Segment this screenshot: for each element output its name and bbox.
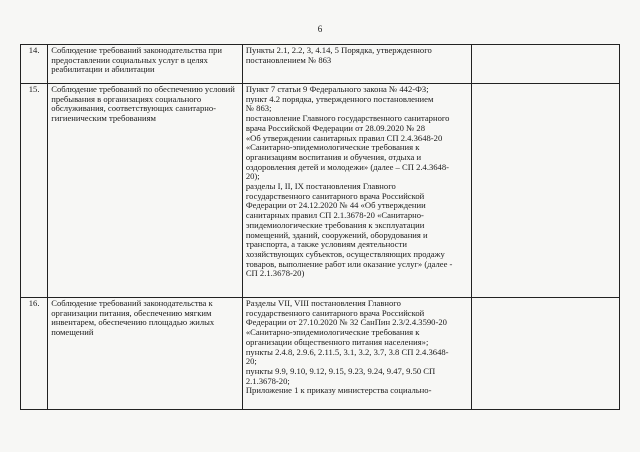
basis-line: государственного санитарного врача Российской <box>245 308 425 318</box>
requirement-cell: Соблюдение требований законодательства к организации питания, обеспечению мягким инвентарем, обеспечению площадью жилых помещений <box>48 298 243 410</box>
basis-line: государственного санитарного врача Российской <box>245 191 425 201</box>
basis-line: «Об утверждении санитарных правил СП 2.4.3648-20 <box>245 133 443 143</box>
basis-line: «Санитарно-эпидемиологические требования к <box>245 328 420 338</box>
basis-line: хозяйствующих субъектов, осуществляющих продажу <box>245 249 445 259</box>
requirement-cell: Соблюдение требований по обеспечению условий пребывания в организациях социального обслуживания, соответствующих санитарно-гигиеническим требованиям <box>48 84 243 298</box>
basis-line: организации общественного питания населения»; <box>245 337 429 347</box>
legal-basis-cell <box>242 45 471 84</box>
empty-cell <box>471 84 619 298</box>
basis-line: постановлением № 863 <box>245 55 332 65</box>
table-row <box>21 298 620 410</box>
basis-line: эпидемиологические требования к эксплуатации <box>245 220 425 230</box>
basis-line: Приложение 1 к приказу министерства социально- <box>245 386 432 396</box>
row-number: 14. <box>21 45 48 84</box>
basis-line: Пункты 2.1, 2.2, 3, 4.14, 5 Порядка, утвержденного <box>245 46 432 55</box>
legal-basis-cell <box>242 298 471 410</box>
basis-line: Федерации от 27.10.2020 № 32 СанПин 2.3/2.4.3590-20 <box>245 318 447 328</box>
basis-line: санитарных правил СП 2.1.3678-20 «Санитарно- <box>245 211 424 221</box>
legal-basis-cell <box>242 84 471 298</box>
table-row <box>21 45 620 84</box>
basis-line: пункты 2.4.8, 2.9.6, 2.11.5, 3.1, 3.2, 3.7, 3.8 СП 2.4.3648- <box>245 347 449 357</box>
basis-line: «Санитарно-эпидемиологические требования к <box>245 143 420 153</box>
basis-line: врача Российской Федерации от 28.09.2020 № 28 <box>245 123 426 133</box>
basis-line: Пункт 7 статьи 9 Федерального закона № 442-ФЗ; <box>245 85 429 94</box>
basis-line: организациям воспитания и обучения, отдыха и <box>245 152 422 162</box>
basis-line: оздоровления детей и молодежи» (далее – СП 2.4.3648- <box>245 162 450 172</box>
basis-line: Федерации от 24.12.2020 № 44 «Об утверждении <box>245 201 426 211</box>
empty-cell <box>471 298 619 410</box>
basis-line: 20; <box>245 357 257 367</box>
basis-line: пункты 9.9, 9.10, 9.12, 9.15, 9.23, 9.24, 9.47, 9.50 СП <box>245 366 436 376</box>
row-number: 16. <box>21 298 48 410</box>
basis-line: постановление Главного государственного санитарного <box>245 114 450 124</box>
empty-cell <box>471 45 619 84</box>
basis-line: транспорта, а также условиям деятельности <box>245 240 407 250</box>
basis-line: 20); <box>245 172 260 182</box>
basis-line: товаров, выполнение работ или оказание услуг» (далее - <box>245 259 453 269</box>
basis-line: СП 2.1.3678-20) <box>245 269 305 279</box>
table-row <box>21 84 620 298</box>
basis-line: 2.1.3678-20; <box>245 376 290 386</box>
basis-line: Разделы VII, VIII постановления Главного <box>245 299 401 308</box>
page-number: 6 <box>317 24 323 34</box>
basis-line: разделы I, II, IX постановления Главного <box>245 182 396 192</box>
requirements-table <box>20 44 620 410</box>
requirement-cell: Соблюдение требований законодательства при предоставлении социальных услуг в целях реабилитации и абилитации <box>48 45 243 84</box>
basis-line: помещений, зданий, сооружений, оборудования и <box>245 230 428 240</box>
basis-line: пункт 4.2 порядка, утвержденного постановлением <box>245 94 434 104</box>
row-number: 15. <box>21 84 48 298</box>
basis-line: № 863; <box>245 104 272 114</box>
